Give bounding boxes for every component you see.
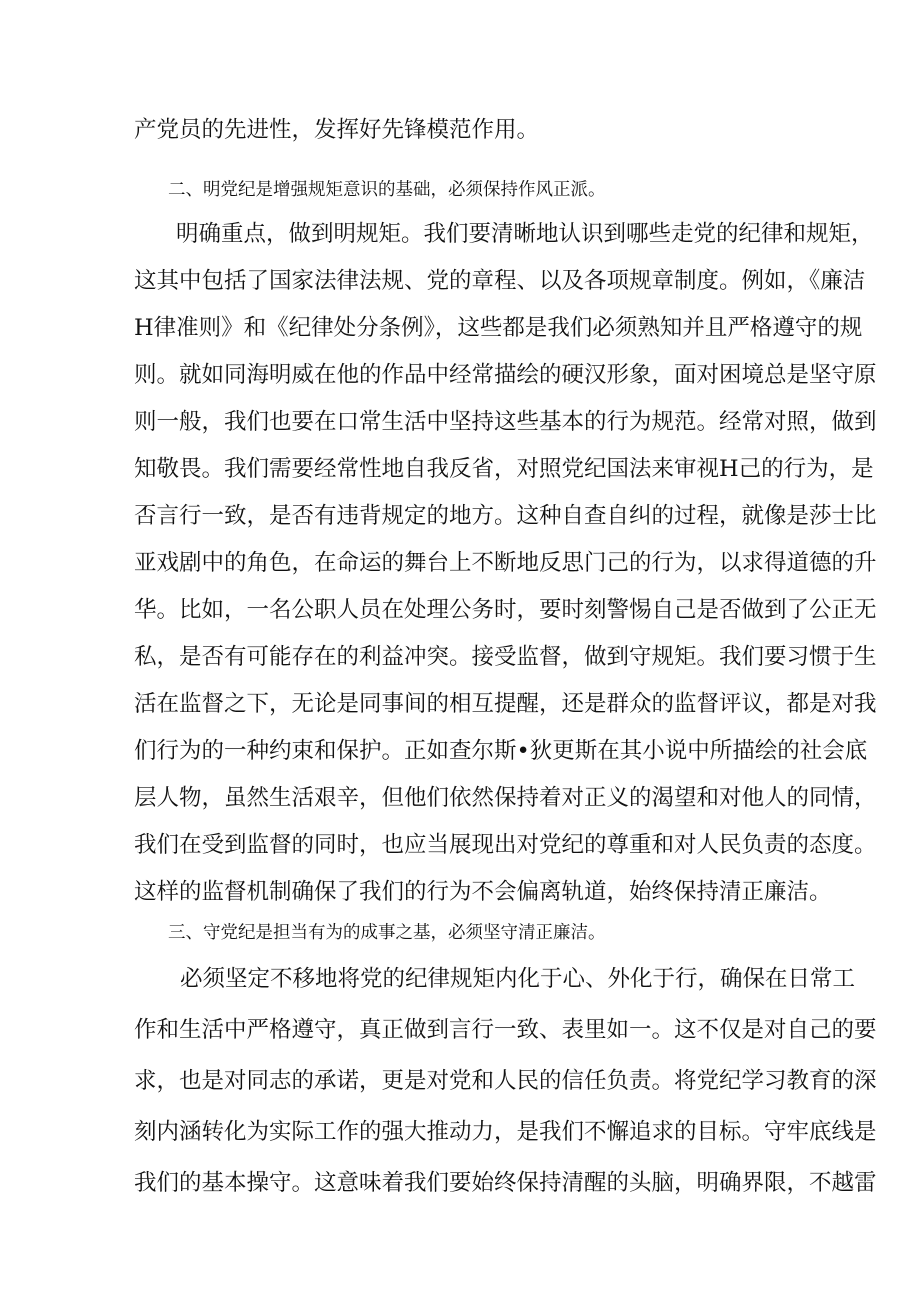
section-2-line: 否言行一致，是否有违背规定的地方。这种自查自纠的过程，就像是莎士比	[134, 503, 877, 529]
section-3-line: 作和生活中严格遵守，真正做到言行一致、表里如一。这不仅是对自己的要	[134, 1017, 877, 1043]
section-2-line: 这样的监督机制确保了我们的行为不会偏离轨道，始终保持清正廉洁。	[134, 879, 832, 905]
intro-tail-line: 产党员的先进性，发挥好先锋模范作用。	[134, 117, 540, 143]
section-2-line: 层人物，虽然生活艰辛，但他们依然保持着对正义的渴望和对他人的同情，	[134, 785, 877, 811]
section-3-line: 必须坚定不移地将党的纪律规矩内化于心、外化于行，确保在日常工	[180, 966, 856, 992]
section-2-line: 私，是否有可能存在的利益冲突。接受监督，做到守规矩。我们要习惯于生	[134, 644, 877, 670]
section-2-line: 亚戏剧中的角色，在命运的舞台上不断地反思门己的行为，以求得道德的升	[134, 550, 877, 576]
section-2-heading: 二、明党纪是增强规矩意识的基础，必须保持作风正派。	[168, 180, 606, 200]
section-2-line: 则。就如同海明威在他的作品中经常描绘的硬汉形象，面对困境总是坚守原	[134, 362, 877, 388]
section-2-line: 我们在受到监督的同时，也应当展现出对党纪的尊重和对人民负责的态度。	[134, 832, 877, 858]
section-3-line: 求，也是对同志的承诺，更是对党和人民的信任负责。将党纪学习教育的深	[134, 1068, 877, 1094]
section-2-line: 这其中包括了国家法律法规、党的章程、以及各项规章制度。例如，《廉洁	[134, 268, 866, 294]
section-3-line: 刻内涵转化为实际工作的强大推动力，是我们不懈追求的目标。守牢底线是	[134, 1119, 877, 1145]
section-2-line: 华。比如，一名公职人员在处理公务时，要时刻警惕自己是否做到了公正无	[134, 597, 877, 623]
section-2-line: 则一般，我们也要在口常生活中坚持这些基本的行为规范。经常对照，做到	[134, 409, 877, 435]
section-3-line: 我们的基本操守。这意味着我们要始终保持清醒的头脑，明确界限，不越雷	[134, 1170, 877, 1196]
section-3-heading: 三、守党纪是担当有为的成事之基，必须坚守清正廉洁。	[168, 923, 606, 943]
section-2-line: 们行为的一种约束和保护。正如查尔斯•狄更斯在其小说中所描绘的社会底	[134, 738, 868, 764]
section-2-line: H律准则》和《纪律处分条例》，这些都是我们必须熟知并且严格遵守的规	[134, 315, 863, 341]
section-2-line: 知敬畏。我们需要经常性地自我反省，对照党纪国法来审视H己的行为，是	[134, 456, 874, 482]
section-2-line: 活在监督之下，无论是同事间的相互提醒，还是群众的监督评议，都是对我	[134, 691, 877, 717]
section-2-line: 明确重点，做到明规矩。我们要清晰地认识到哪些走党的纪律和规矩，	[176, 221, 874, 247]
